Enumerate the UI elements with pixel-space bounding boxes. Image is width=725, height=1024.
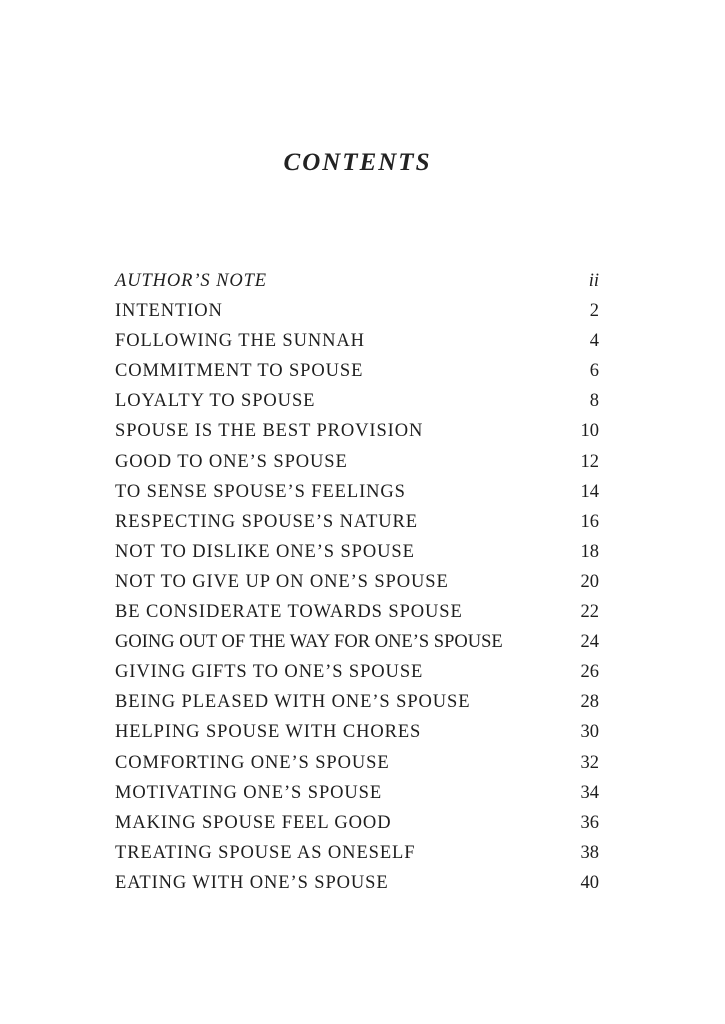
toc-entry-title: AUTHOR’S NOTE (115, 271, 267, 291)
toc-entry-page: 40 (580, 872, 599, 893)
toc-entry-page: 36 (580, 812, 599, 833)
toc-entry-page: 32 (580, 752, 599, 773)
toc-entry-title: NOT TO GIVE UP ON ONE’S SPOUSE (115, 571, 449, 592)
toc-entry (115, 748, 599, 778)
toc-entry (115, 266, 599, 296)
toc-entry (115, 717, 599, 747)
toc-entry-title: TO SENSE SPOUSE’S FEELINGS (115, 481, 406, 502)
toc-entry-title: MAKING SPOUSE FEEL GOOD (115, 812, 392, 833)
toc-entry-title: FOLLOWING THE SUNNAH (115, 331, 365, 352)
toc-entry-title: HELPING SPOUSE WITH CHORES (115, 722, 422, 743)
toc-entry (115, 868, 599, 898)
toc-entry-page: 16 (580, 511, 599, 532)
toc-entry-title: BEING PLEASED WITH ONE’S SPOUSE (115, 692, 471, 713)
toc-entry-title: BE CONSIDERATE TOWARDS SPOUSE (115, 602, 463, 623)
toc-entry-page: 8 (589, 391, 599, 412)
toc-entry-page: ii (588, 271, 599, 291)
table-of-contents (115, 266, 599, 898)
toc-entry-page: 18 (580, 541, 599, 562)
toc-entry (115, 567, 599, 597)
toc-entry (115, 838, 599, 868)
toc-entry (115, 416, 599, 446)
page-title: CONTENTS (283, 148, 432, 176)
toc-entry-title: EATING WITH ONE’S SPOUSE (115, 872, 389, 893)
toc-entry-title: NOT TO DISLIKE ONE’S SPOUSE (115, 541, 415, 562)
toc-entry-page: 10 (580, 421, 599, 442)
toc-entry (115, 296, 599, 326)
toc-entry-title: COMMITMENT TO SPOUSE (115, 361, 364, 382)
toc-entry-title: GOOD TO ONE’S SPOUSE (115, 451, 348, 472)
toc-entry-page: 24 (580, 632, 599, 653)
toc-entry-page: 14 (580, 481, 599, 502)
toc-entry-title: GIVING GIFTS TO ONE’S SPOUSE (115, 662, 424, 683)
toc-entry-page: 20 (580, 571, 599, 592)
toc-entry (115, 778, 599, 808)
toc-entry (115, 627, 599, 657)
toc-entry (115, 687, 599, 717)
toc-entry-title: GOING OUT OF THE WAY FOR ONE’S SPOUSE (115, 632, 503, 653)
toc-entry (115, 326, 599, 356)
toc-entry (115, 537, 599, 567)
toc-entry-title: LOYALTY TO SPOUSE (115, 391, 316, 412)
toc-entry (115, 356, 599, 386)
toc-entry (115, 477, 599, 507)
toc-entry-page: 26 (580, 662, 599, 683)
toc-entry (115, 507, 599, 537)
toc-entry-page: 6 (589, 361, 599, 382)
toc-entry (115, 657, 599, 687)
toc-entry-page: 22 (580, 602, 599, 623)
toc-entry (115, 808, 599, 838)
toc-entry-page: 4 (589, 331, 599, 352)
toc-entry-title: RESPECTING SPOUSE’S NATURE (115, 511, 418, 532)
toc-entry-title: COMFORTING ONE’S SPOUSE (115, 752, 390, 773)
toc-entry-title: MOTIVATING ONE’S SPOUSE (115, 782, 383, 803)
toc-entry-page: 38 (580, 842, 599, 863)
toc-entry-page: 30 (580, 722, 599, 743)
toc-entry-title: INTENTION (115, 301, 223, 322)
toc-entry-page: 2 (589, 301, 599, 322)
toc-entry (115, 447, 599, 477)
toc-entry (115, 386, 599, 416)
toc-entry-title: TREATING SPOUSE AS ONESELF (115, 842, 416, 863)
toc-entry (115, 597, 599, 627)
toc-entry-title: SPOUSE IS THE BEST PROVISION (115, 421, 424, 442)
toc-entry-page: 12 (580, 451, 599, 472)
toc-entry-page: 34 (580, 782, 599, 803)
toc-entry-page: 28 (580, 692, 599, 713)
